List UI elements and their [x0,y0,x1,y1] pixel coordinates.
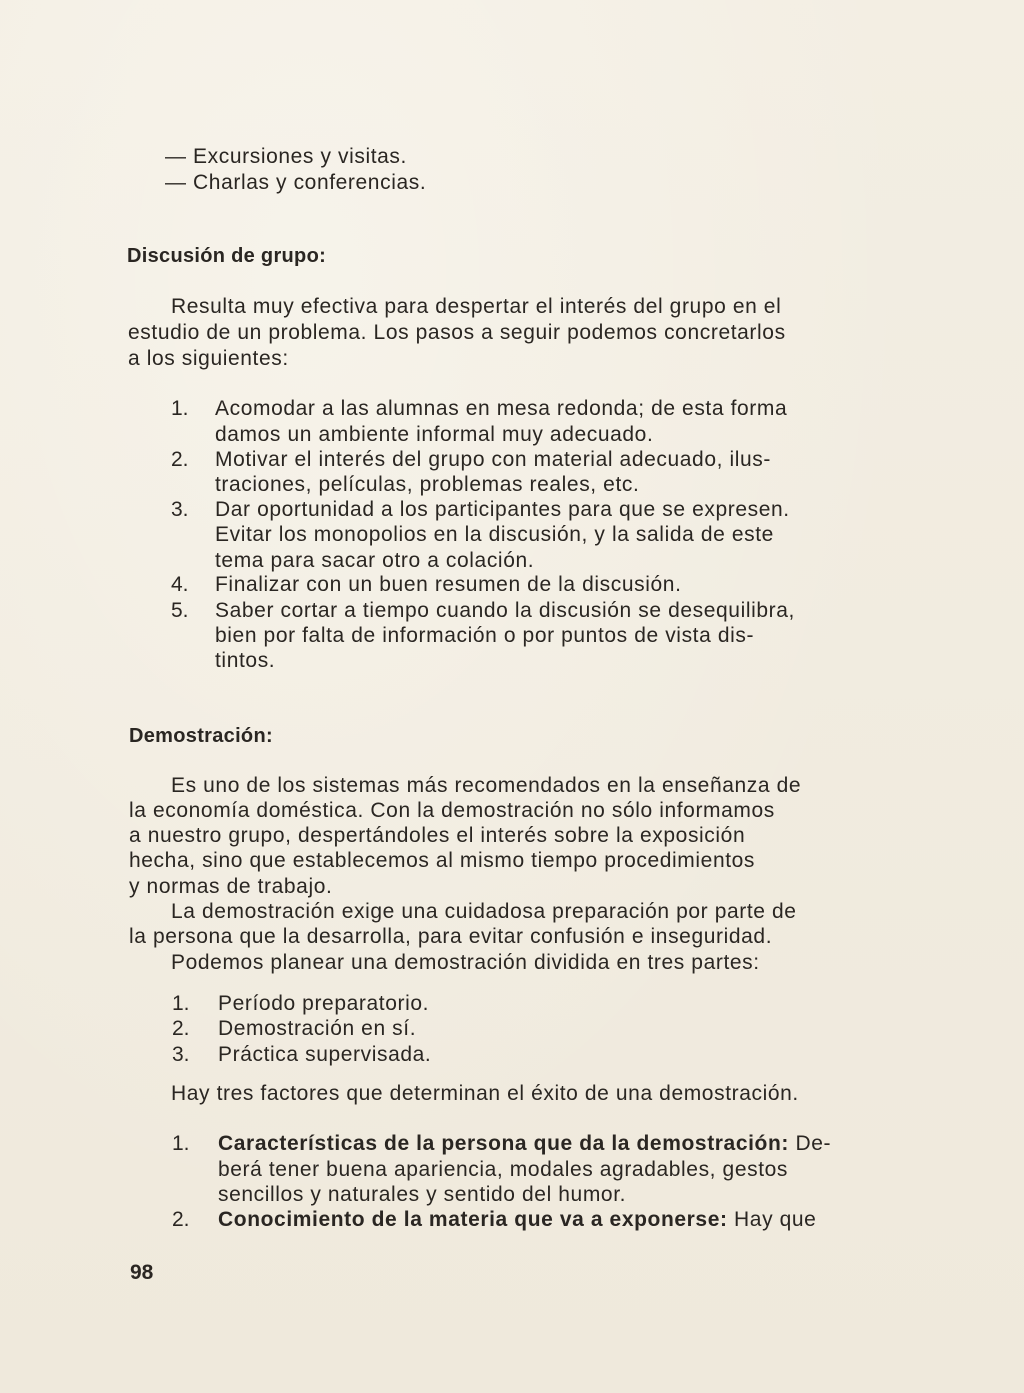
item-number: 3. [171,498,189,521]
item-number: 2. [171,448,189,471]
paragraph-line: Podemos planear una demostración dividida en tres partes: [171,951,760,974]
item-line [218,1207,816,1232]
paragraph-line: a los siguientes: [128,347,289,370]
item-line: Evitar los monopolios en la discusión, y la salida de este [215,523,774,546]
factor-title: Conocimiento de la materia que va a exponerse: [218,1208,728,1231]
item-line: Práctica supervisada. [218,1043,432,1066]
item-line: traciones, películas, problemas reales, etc. [215,473,640,496]
item-line: sencillos y naturales y sentido del humor. [218,1183,627,1206]
factor-title: Características de la persona que da la demostración: [218,1132,790,1155]
item-line: Demostración en sí. [218,1017,417,1040]
section-heading: Discusión de grupo: [127,245,327,267]
item-line: damos un ambiente informal muy adecuado. [215,423,654,446]
item-number: 4. [171,573,189,596]
paragraph-line: Hay tres factores que determinan el éxito de una demostración. [171,1082,799,1105]
paragraph-line: Es uno de los sistemas más recomendados en la enseñanza de [171,774,802,797]
item-line: Finalizar con un buen resumen de la discusión. [215,573,682,596]
item-line: Período preparatorio. [218,992,430,1015]
item-number: 1. [171,397,189,420]
item-line: tema para sacar otro a colación. [215,549,535,572]
item-line: berá tener buena apariencia, modales agradables, gestos [218,1158,789,1181]
list-item: — Excursiones y visitas. [165,145,407,168]
item-number: 2. [172,1017,190,1040]
section-heading: Demostración: [129,725,273,747]
paragraph-line: la persona que la desarrolla, para evitar confusión e inseguridad. [129,925,773,948]
item-number: 1. [172,992,190,1015]
paragraph-line: estudio de un problema. Los pasos a seguir podemos concretarlos [128,321,786,344]
item-number: 2. [172,1208,190,1231]
list-item: — Charlas y conferencias. [165,171,427,194]
item-line: bien por falta de información o por puntos de vista dis- [215,624,755,647]
item-number: 1. [172,1132,190,1155]
paragraph-line: Resulta muy efectiva para despertar el interés del grupo en el [171,295,782,318]
paragraph-line: y normas de trabajo. [129,875,333,898]
factor-text: Hay que [734,1208,817,1231]
paragraph-line: a nuestro grupo, despertándoles el interés sobre la exposición [129,824,746,847]
item-line: Acomodar a las alumnas en mesa redonda; de esta forma [215,397,788,420]
item-line: Dar oportunidad a los participantes para que se expresen. [215,498,790,521]
item-number: 5. [171,599,189,622]
item-line: Motivar el interés del grupo con material adecuado, ilus- [215,448,771,471]
factor-text: De- [795,1132,832,1155]
page-number: 98 [130,1261,154,1284]
item-line: tintos. [215,649,276,672]
paragraph-line: hecha, sino que establecemos al mismo tiempo procedimientos [129,849,756,872]
item-number: 3. [172,1043,190,1066]
item-line [218,1131,831,1156]
paragraph-line: La demostración exige una cuidadosa preparación por parte de [171,900,797,923]
item-line: Saber cortar a tiempo cuando la discusión se desequilibra, [215,599,795,622]
paragraph-line: la economía doméstica. Con la demostración no sólo informamos [129,799,775,822]
